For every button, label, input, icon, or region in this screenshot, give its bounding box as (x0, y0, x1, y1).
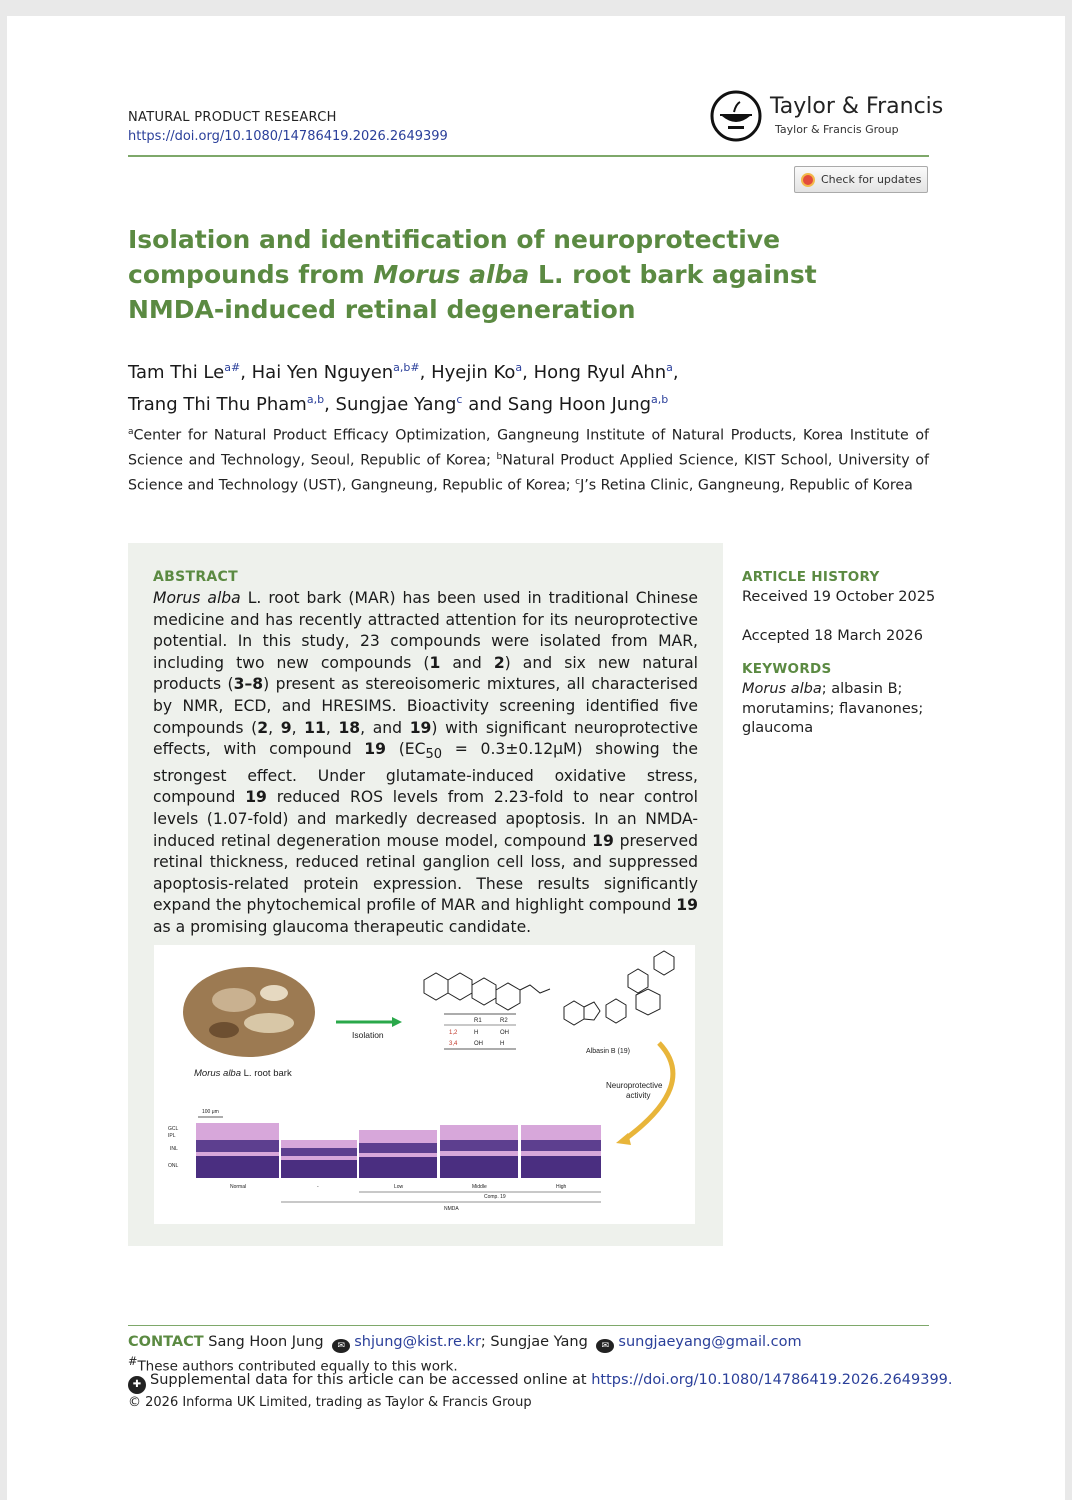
svg-text:OH: OH (474, 1041, 483, 1047)
article-title: Isolation and identification of neuroprotective compounds from Morus alba L. root bark against NMDA-induced retinal degeneration (128, 225, 817, 324)
header-rule (128, 155, 929, 157)
svg-text:Neuroprotective: Neuroprotective (606, 1081, 663, 1090)
retina-panel-low (359, 1130, 437, 1178)
publisher-logo-icon (710, 90, 762, 142)
check-updates-button[interactable] (794, 166, 928, 193)
author-name: Trang Thi Thu Pham (128, 394, 307, 415)
supplemental-link[interactable]: https://doi.org/10.1080/14786419.2026.2649399. (591, 1372, 953, 1388)
author-affil: a (515, 361, 523, 374)
svg-text:3,4: 3,4 (449, 1041, 458, 1047)
contact-line: CONTACT Sang Hoon Jung ✉ shjung@kist.re.kr; Sungjae Yang ✉ sungjaeyang@gmail.com (128, 1334, 802, 1351)
author-name: Hong Ryul Ahn (533, 362, 667, 383)
svg-text:Middle: Middle (472, 1184, 487, 1190)
email-icon: ✉ (596, 1339, 614, 1353)
check-updates-icon (801, 173, 815, 187)
author-name: Hyejin Ko (431, 362, 516, 383)
albasin-label: Albasin B (19) (586, 1048, 630, 1055)
retina-panel-high (521, 1125, 601, 1178)
publisher-name: Taylor & Francis (770, 94, 944, 119)
svg-text:High: High (556, 1184, 567, 1190)
bark-label: Morus alba L. root bark (194, 1068, 292, 1079)
svg-text:Low: Low (394, 1184, 404, 1190)
isolation-label: Isolation (352, 1030, 384, 1040)
publisher-group: Taylor & Francis Group (775, 123, 899, 136)
graphical-abstract (154, 945, 695, 1224)
supplemental-icon: ✚ (128, 1376, 146, 1394)
keywords: Morus alba; albasin B; morutamins; flavanones; glaucoma (742, 681, 924, 736)
author-affil: a (666, 361, 673, 374)
svg-text:R2: R2 (500, 1018, 508, 1024)
doi-link[interactable]: https://doi.org/10.1080/14786419.2026.2649399 (128, 129, 448, 144)
author-affil: a,b# (393, 361, 420, 374)
received-date: Received 19 October 2025 (742, 589, 936, 605)
accepted-date: Accepted 18 March 2026 (742, 628, 923, 644)
copyright: © 2026 Informa UK Limited, trading as Taylor & Francis Group (128, 1395, 532, 1410)
author-name: Tam Thi Le (128, 362, 225, 383)
retina-panel-nmda (281, 1140, 357, 1178)
email-link-2[interactable]: sungjaeyang@gmail.com (618, 1334, 802, 1350)
author-affil: a,b (306, 393, 325, 406)
svg-text:1,2: 1,2 (449, 1030, 458, 1036)
affiliations: $^a$Center for Natural Product Efficacy Optimization, Gangneung Institute of Natural Products, Korea Institute of Science and Technology, Seoul, Republic of Korea; $^b$Natural Product Applied Science, KIST School, University of Science and Technology (UST), Gangneung, Republic of Korea; $^c$J’s Retina Clinic, Gangneung, Republic of Korea (128, 427, 929, 495)
svg-text:H: H (500, 1041, 505, 1047)
svg-text:activity: activity (626, 1091, 651, 1100)
root-bark-image (183, 967, 315, 1057)
svg-text:OH: OH (500, 1030, 509, 1036)
footer-rule (128, 1325, 929, 1326)
author-affil: a# (224, 361, 241, 374)
supplemental-note: ✚ Supplemental data for this article can be accessed online at https://doi.org/10.1080/14786419.2026.2649399. (128, 1372, 953, 1394)
author-name: Sang Hoon Jung (507, 394, 652, 415)
email-icon: ✉ (332, 1339, 350, 1353)
svg-text:-: - (317, 1184, 319, 1190)
keywords-heading: KEYWORDS (742, 661, 832, 677)
author-name: Sungjae Yang (335, 394, 457, 415)
compound-structure-1 (424, 973, 550, 1010)
svg-text:NMDA: NMDA (444, 1206, 459, 1212)
equal-contribution-note: #These authors contributed equally to this work. (128, 1355, 458, 1375)
check-updates-label: Check for updates (821, 173, 922, 186)
article-history-heading: ARTICLE HISTORY (742, 569, 880, 585)
svg-text:ONL: ONL (168, 1163, 179, 1169)
svg-text:Comp. 19: Comp. 19 (484, 1194, 506, 1200)
svg-text:INL: INL (170, 1146, 178, 1152)
svg-text:100 μm: 100 μm (202, 1109, 219, 1115)
albasin-b-structure (564, 951, 674, 1025)
svg-text:R1: R1 (474, 1018, 482, 1024)
abstract-text: Morus alba L. root bark (MAR) has been used in traditional Chinese medicine and has recently attracted attention for its neuroprotective potential. In this study, 23 compounds were isolated from MAR, including two new compounds (1 and 2) and six new natural products (3–8) present as stereoisomeric mixtures, all characterised by NMR, ECD, and HRESIMS. Bioactivity screening identified five compounds (2, 9, 11, 18, and 19) with significant neuroprotective effects, with compound 19 $(EC_{50} = 0.3\pm 0.12\mu M)$ showing the strongest effect. Under glutamate-induced oxidative stress, compound 19 reduced ROS levels from 2.23-fold to near control levels (1.07-fold) and markedly decreased apoptosis. In an NMDA-induced retinal degeneration mouse model, compound 19 preserved retinal thickness, reduced retinal ganglion cell loss, and suppressed apoptosis-related protein expression. These results significantly expand the phytochemical profile of MAR and highlight compound 19 as a promising glaucoma therapeutic candidate. (153, 589, 698, 937)
svg-text:IPL: IPL (168, 1133, 176, 1139)
retina-panel-normal (196, 1123, 279, 1178)
svg-text:Normal: Normal (230, 1184, 247, 1190)
retina-panel-middle (440, 1125, 518, 1178)
svg-text:GCL: GCL (168, 1126, 179, 1132)
author-affil: c (456, 393, 463, 406)
author-affil: a,b (651, 393, 669, 406)
email-link-1[interactable]: shjung@kist.re.kr (354, 1334, 481, 1350)
author-list: Tam Thi $Le^{a\#}$, Hai Yen Nguyen$^{a,b\#}$, Hyejin Ko$^a$, Hong Ryul Ahn$^a$, Trang Thi Thu Pham$^{a,b}$, Sungjae Yang$^c$ and Sang Hoon Jung$^{a,b}$ (128, 361, 679, 415)
abstract-heading: ABSTRACT (153, 569, 238, 585)
svg-text:H: H (474, 1030, 479, 1036)
journal-name: NATURAL PRODUCT RESEARCH (128, 110, 337, 125)
author-name: Hai Yen Nguyen (251, 362, 394, 383)
